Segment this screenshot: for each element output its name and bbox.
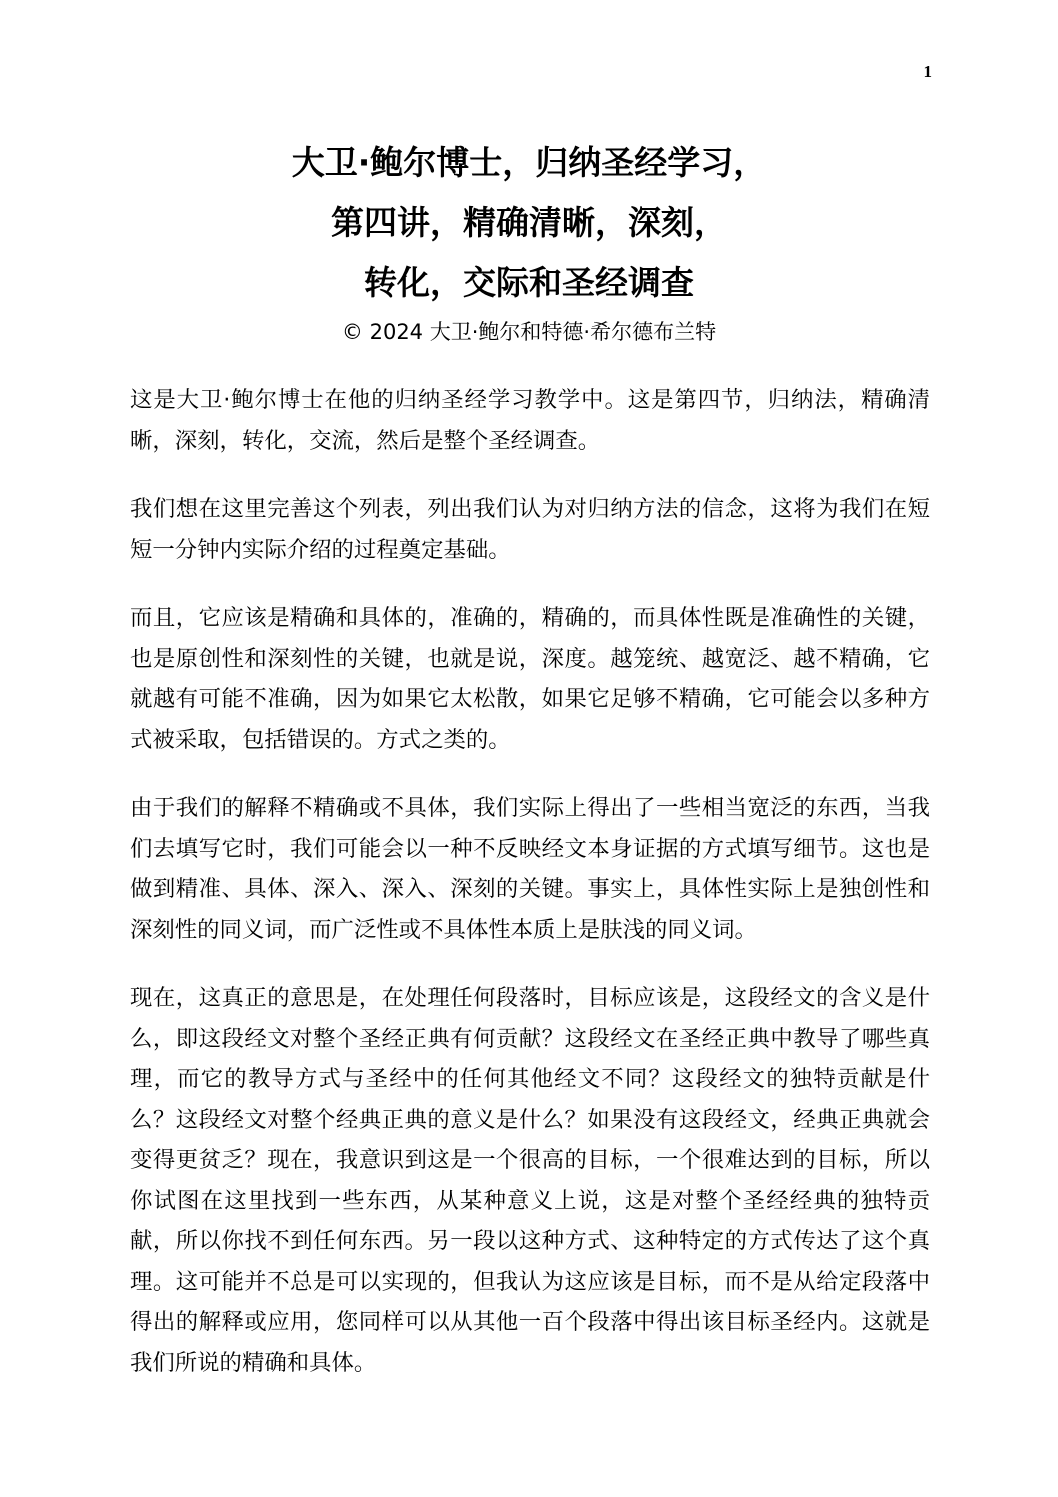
title-line-2: 第四讲，精确清晰，深刻， — [331, 203, 727, 242]
body-text — [130, 380, 930, 1411]
paragraph-3: 而且，它应该是精确和具体的，准确的，精确的，而具体性既是准确性的关键，也是原创性和深刻性的关键，也就是说，深度。越笼统、越宽泛、越不精确，它就越有可能不准确，因为如果它太松散，如果它足够不精确，它可能会以多种方式被采取，包括错误的。方式之类的。 — [130, 605, 930, 753]
copyright-line: © 2024 大卫·鲍尔和特德·希尔德布兰特 — [341, 320, 717, 344]
page-number: 1 — [923, 62, 932, 81]
title-block — [0, 133, 1058, 349]
title-line-1: 大卫·鲍尔博士，归纳圣经学习， — [291, 143, 767, 182]
paragraph-5: 现在，这真正的意思是，在处理任何段落时，目标应该是，这段经文的含义是什么，即这段经文对整个圣经正典有何贡献？这段经文在圣经正典中教导了哪些真理，而它的教导方式与圣经中的任何其他经文不同？这段经文的独特贡献是什么？这段经文对整个经典正典的意义是什么？如果没有这段经文，经典正典就会变得更贫乏？现在，我意识到这是一个很高的目标，一个很难达到的目标，所以你试图在这里找到一些东西，从某种意义上说，这是对整个圣经经典的独特贡献，所以你找不到任何东西。另一段以这种方式、这种特定的方式传达了这个真理。这可能并不总是可以实现的，但我认为这应该是目标，而不是从给定段落中得出的解释或应用，您同样可以从其他一百个段落中得出该目标圣经内。这就是我们所说的精确和具体。 — [130, 985, 930, 1376]
title-line-3: 转化，交际和圣经调查 — [364, 263, 694, 302]
paragraph-2: 我们想在这里完善这个列表，列出我们认为对归纳方法的信念，这将为我们在短短一分钟内实际介绍的过程奠定基础。 — [130, 496, 930, 563]
paragraph-4: 由于我们的解释不精确或不具体，我们实际上得出了一些相当宽泛的东西，当我们去填写它时，我们可能会以一种不反映经文本身证据的方式填写细节。这也是做到精准、具体、深入、深入、深刻的关键。事实上，具体性实际上是独创性和深刻性的同义词，而广泛性或不具体性本质上是肤浅的同义词。 — [130, 795, 930, 943]
paragraph-1: 这是大卫·鲍尔博士在他的归纳圣经学习教学中。这是第四节，归纳法，精确清晰，深刻，转化，交流，然后是整个圣经调查。 — [130, 387, 930, 454]
